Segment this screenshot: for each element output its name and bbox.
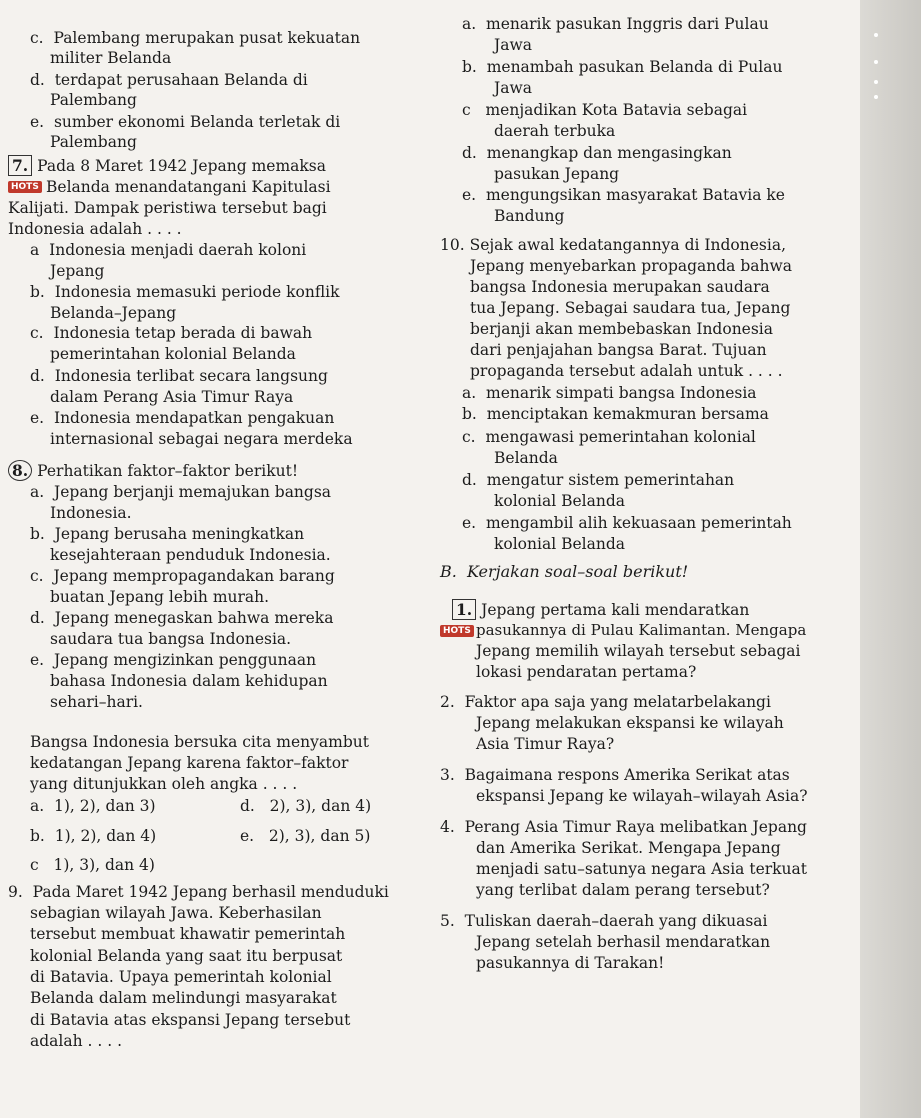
essay-3-line2: ekspansi Jepang ke wilayah–wilayah Asia?	[476, 787, 808, 805]
q8-number: 8.	[8, 460, 32, 481]
q9-line3: tersebut membuat khawatir pemerintah	[30, 925, 346, 943]
q8-line1: Perhatikan faktor–faktor berikut!	[37, 462, 299, 480]
question-7	[8, 156, 326, 176]
q8-item-e-cont2: sehari–hari.	[50, 693, 143, 711]
q7-option-c: c. Indonesia tetap berada di bawah	[30, 324, 313, 342]
essay-5-line2: Jepang setelah berhasil mendaratkan	[476, 933, 771, 951]
q8-option-a: a. 1), 2), dan 3)	[30, 797, 156, 815]
q9-line5: di Batavia. Upaya pemerintah kolonial	[30, 968, 332, 986]
q8-item-e: e. Jepang mengizinkan penggunaan	[30, 651, 317, 669]
section-b-heading: B. Kerjakan soal–soal berikut!	[440, 562, 689, 581]
q6-option-c: c. Palembang merupakan pusat kekuatan	[30, 29, 361, 47]
q7-option-b: b. Indonesia memasuki periode konflik	[30, 283, 340, 301]
q9-line8: adalah . . . .	[30, 1032, 123, 1050]
q6-option-c-cont: militer Belanda	[50, 49, 172, 67]
q10-line7: propaganda tersebut adalah untuk . . . .	[470, 362, 783, 380]
q6-option-e-cont: Palembang	[50, 133, 137, 151]
q10-line6: dari penjajahan bangsa Barat. Tujuan	[470, 341, 767, 359]
q8-item-c-cont: buatan Jepang lebih murah.	[50, 588, 270, 606]
hots-badge: HOTS	[8, 181, 42, 193]
q10-option-e: e. mengambil alih kekuasaan pemerintah	[462, 514, 792, 532]
q8-item-a: a. Jepang berjanji memajukan bangsa	[30, 483, 332, 501]
q7-line3: Kalijati. Dampak peristiwa tersebut bagi	[8, 199, 327, 217]
essay-4-line2: dan Amerika Serikat. Mengapa Jepang	[476, 839, 781, 857]
q9-option-c: c menjadikan Kota Batavia sebagai	[462, 101, 748, 119]
q9-line4: kolonial Belanda yang saat itu berpusat	[30, 947, 343, 965]
q9-option-e-cont: Bandung	[494, 207, 565, 225]
q8-option-d: d. 2), 3), dan 4)	[240, 797, 372, 815]
q8-option-e: e. 2), 3), dan 5)	[240, 827, 371, 845]
hots-badge: HOTS	[440, 625, 474, 637]
q7-number: 7.	[8, 155, 32, 176]
q9-line2: sebagian wilayah Jawa. Keberhasilan	[30, 904, 322, 922]
q8-item-d-cont: saudara tua bangsa Indonesia.	[50, 630, 292, 648]
essay-5-line1: 5. Tuliskan daerah–daerah yang dikuasai	[440, 912, 768, 930]
q9-option-a: a. menarik pasukan Inggris dari Pulau	[462, 15, 769, 33]
q7-line4: Indonesia adalah . . . .	[8, 220, 182, 238]
q8-stem2: kedatangan Jepang karena faktor–faktor	[30, 754, 349, 772]
q8-item-e-cont: bahasa Indonesia dalam kehidupan	[50, 672, 328, 690]
q10-line4: tua Jepang. Sebagai saudara tua, Jepang	[470, 299, 791, 317]
q8-stem1: Bangsa Indonesia bersuka cita menyambut	[30, 733, 369, 751]
essay-4-line1: 4. Perang Asia Timur Raya melibatkan Jepang	[440, 818, 807, 836]
essay-1-line4: lokasi pendaratan pertama?	[476, 663, 697, 681]
q9-option-b: b. menambah pasukan Belanda di Pulau	[462, 58, 783, 76]
q7-option-d: d. Indonesia terlibat secara langsung	[30, 367, 328, 385]
q9-line6: Belanda dalam melindungi masyarakat	[30, 989, 337, 1007]
essay-2-line1: 2. Faktor apa saja yang melatarbelakangi	[440, 693, 771, 711]
q9-line1: 9. Pada Maret 1942 Jepang berhasil menduduki	[8, 883, 389, 901]
q10-option-c-cont: Belanda	[494, 449, 558, 467]
q7-option-a-cont: Jepang	[50, 262, 105, 280]
q7-option-e-cont: internasional sebagai negara merdeka	[50, 430, 353, 448]
q9-option-c-cont: daerah terbuka	[494, 122, 616, 140]
q7-option-a: a Indonesia menjadi daerah koloni	[30, 241, 307, 259]
q8-item-d: d. Jepang menegaskan bahwa mereka	[30, 609, 334, 627]
q8-item-b-cont: kesejahteraan penduduk Indonesia.	[50, 546, 331, 564]
q9-option-a-cont: Jawa	[494, 36, 532, 54]
q9-option-b-cont: Jawa	[494, 79, 532, 97]
essay-1-line2: pasukannya di Pulau Kalimantan. Mengapa	[476, 621, 807, 639]
q9-line7: di Batavia atas ekspansi Jepang tersebut	[30, 1011, 351, 1029]
q10-option-d-cont: kolonial Belanda	[494, 492, 625, 510]
question-8	[8, 461, 298, 481]
q7-option-e: e. Indonesia mendapatkan pengakuan	[30, 409, 335, 427]
q9-option-d-cont: pasukan Jepang	[494, 165, 620, 183]
q10-line3: bangsa Indonesia merupakan saudara	[470, 278, 770, 296]
q10-line5: berjanji akan membebaskan Indonesia	[470, 320, 773, 338]
q8-item-c: c. Jepang mempropagandakan barang	[30, 567, 335, 585]
q8-option-c: c 1), 3), dan 4)	[30, 856, 155, 874]
essay-1-number: 1.	[452, 599, 476, 620]
essay-4-line3: menjadi satu–satunya negara Asia terkuat	[476, 860, 808, 878]
q7-option-c-cont: pemerintahan kolonial Belanda	[50, 345, 296, 363]
q6-option-d: d. terdapat perusahaan Belanda di	[30, 71, 308, 89]
essay-3-line1: 3. Bagaimana respons Amerika Serikat atas	[440, 766, 790, 784]
q7-line1: Pada 8 Maret 1942 Jepang memaksa	[37, 157, 326, 175]
q10-option-b: b. menciptakan kemakmuran bersama	[462, 405, 769, 423]
q10-line2: Jepang menyebarkan propaganda bahwa	[470, 257, 792, 275]
essay-1	[452, 600, 749, 620]
q6-option-e: e. sumber ekonomi Belanda terletak di	[30, 113, 341, 131]
q6-option-d-cont: Palembang	[50, 91, 137, 109]
q8-stem3: yang ditunjukkan oleh angka . . . .	[30, 775, 298, 793]
q8-item-a-cont: Indonesia.	[50, 504, 132, 522]
q7-option-b-cont: Belanda–Jepang	[50, 304, 177, 322]
q7-option-d-cont: dalam Perang Asia Timur Raya	[50, 388, 294, 406]
essay-2-line2: Jepang melakukan ekspansi ke wilayah	[476, 714, 784, 732]
essay-5-line3: pasukannya di Tarakan!	[476, 954, 665, 972]
essay-4-line4: yang terlibat dalam perang tersebut?	[476, 881, 770, 899]
q9-option-e: e. mengungsikan masyarakat Batavia ke	[462, 186, 785, 204]
q8-item-b: b. Jepang berusaha meningkatkan	[30, 525, 305, 543]
q10-option-a: a. menarik simpati bangsa Indonesia	[462, 384, 757, 402]
q10-option-d: d. mengatur sistem pemerintahan	[462, 471, 735, 489]
q7-line2: Belanda menandatangani Kapitulasi	[46, 178, 331, 196]
q10-option-e-cont: kolonial Belanda	[494, 535, 625, 553]
essay-2-line3: Asia Timur Raya?	[476, 735, 615, 753]
page-edge	[860, 0, 921, 1118]
q9-option-d: d. menangkap dan mengasingkan	[462, 144, 732, 162]
q10-option-c: c. mengawasi pemerintahan kolonial	[462, 428, 756, 446]
essay-1-line3: Jepang memilih wilayah tersebut sebagai	[476, 642, 801, 660]
essay-1-line1: Jepang pertama kali mendaratkan	[481, 601, 750, 619]
q8-option-b: b. 1), 2), dan 4)	[30, 827, 157, 845]
q10-line1: 10. Sejak awal kedatangannya di Indonesia,	[440, 236, 787, 254]
